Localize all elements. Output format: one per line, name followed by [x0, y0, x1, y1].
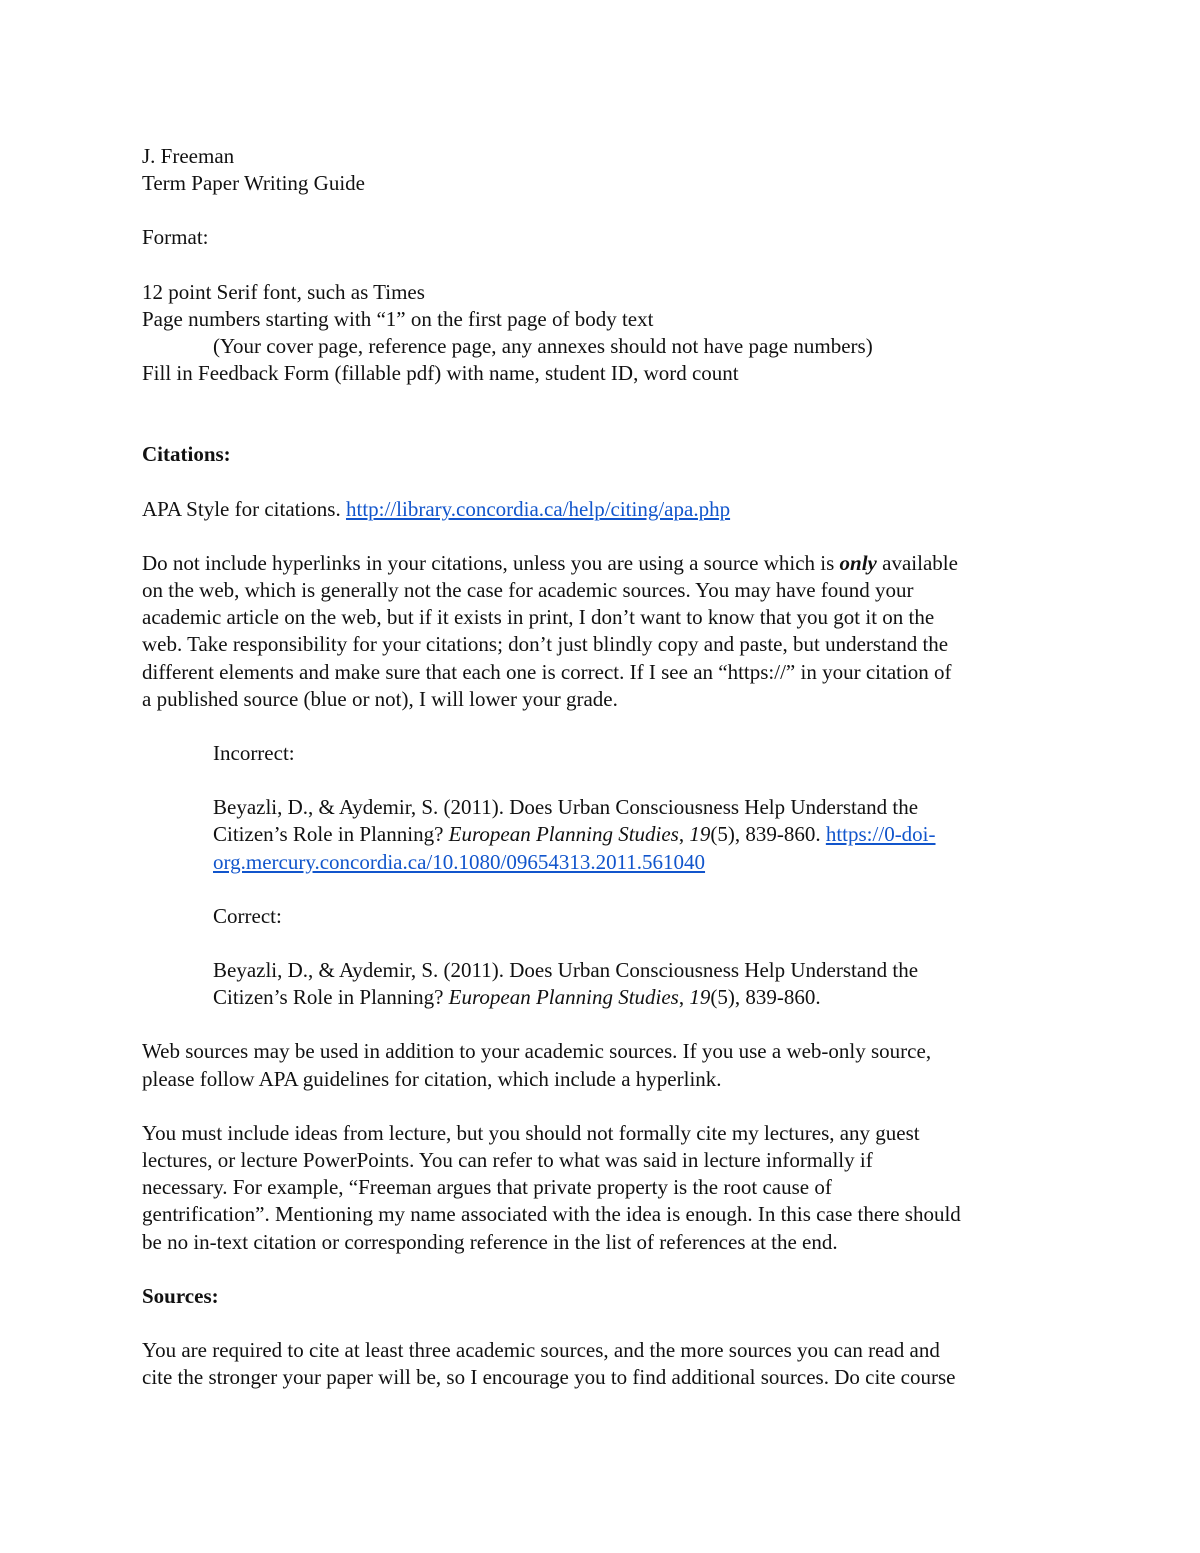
- correct-citation-line-1: Beyazli, D., & Aydemir, S. (2011). Does Urban Consciousness Help Understand the: [213, 958, 919, 983]
- document-title: Term Paper Writing Guide: [142, 171, 365, 196]
- incorrect-citation-line-3: [213, 849, 1067, 876]
- apa-label: APA Style for citations.: [142, 496, 346, 521]
- emphasis-only: only: [839, 550, 877, 575]
- document-page: [142, 143, 1067, 1392]
- apa-guide-link[interactable]: http://library.concordia.ca/help/citing/apa.php: [345, 496, 731, 521]
- lecture-line-5: be no in-text citation or corresponding reference in the list of references at the end.: [142, 1229, 838, 1254]
- correct-separator: ,: [678, 985, 690, 1010]
- format-heading: Format:: [142, 225, 209, 250]
- lecture-paragraph: [142, 1120, 1067, 1256]
- lecture-line-3: necessary. For example, “Freeman argues that private property is the root cause of: [142, 1175, 832, 1200]
- web-line-2: please follow APA guidelines for citation, which include a hyperlink.: [142, 1066, 722, 1091]
- incorrect-separator: ,: [678, 822, 690, 847]
- correct-pages: (5), 839-860.: [710, 985, 821, 1010]
- apa-style-line: [142, 496, 1067, 523]
- incorrect-citation-text: Citizen’s Role in Planning?: [213, 822, 449, 847]
- hyperlink-line-1: [142, 550, 1067, 577]
- lecture-line-1: You must include ideas from lecture, but you should not formally cite my lectures, any guest: [142, 1120, 920, 1145]
- correct-journal: European Planning Studies: [448, 985, 679, 1010]
- incorrect-citation-line-2: [213, 821, 1067, 848]
- correct-citation-line-2: [213, 984, 1067, 1011]
- correct-volume: 19: [689, 985, 711, 1010]
- web-sources-paragraph: [142, 1038, 1067, 1092]
- correct-citation: [142, 957, 1067, 1011]
- incorrect-citation-line-1: Beyazli, D., & Aydemir, S. (2011). Does Urban Consciousness Help Understand the: [213, 795, 919, 820]
- hyperlink-paragraph: [142, 550, 1067, 713]
- correct-citation-text: Citizen’s Role in Planning?: [213, 985, 449, 1010]
- hyperlink-text-b: available: [876, 550, 958, 575]
- format-font-rule: 12 point Serif font, such as Times: [142, 279, 425, 304]
- sources-paragraph: [142, 1337, 1067, 1391]
- incorrect-label: Incorrect:: [213, 741, 295, 766]
- format-feedback-rule: Fill in Feedback Form (fillable pdf) with name, student ID, word count: [142, 361, 739, 386]
- format-page-numbers-rule: Page numbers starting with “1” on the first page of body text: [142, 306, 654, 331]
- lecture-line-2: lectures, or lecture PowerPoints. You can refer to what was said in lecture informally if: [142, 1148, 873, 1173]
- author-name: J. Freeman: [142, 144, 235, 168]
- hyperlink-line-3: academic article on the web, but if it exists in print, I don’t want to know that you got it on the: [142, 605, 935, 630]
- incorrect-pages: (5), 839-860.: [710, 822, 826, 847]
- sources-line-1: You are required to cite at least three academic sources, and the more sources you can read and: [142, 1338, 940, 1363]
- incorrect-citation: [142, 794, 1067, 876]
- hyperlink-line-6: a published source (blue or not), I will lower your grade.: [142, 686, 618, 711]
- incorrect-doi-link-a[interactable]: https://0-doi-: [825, 822, 936, 847]
- incorrect-volume: 19: [689, 822, 711, 847]
- citations-heading: Citations:: [142, 442, 231, 467]
- hyperlink-line-5: different elements and make sure that each one is correct. If I see an “https://” in your citation of: [142, 659, 952, 684]
- incorrect-doi-link-b[interactable]: org.mercury.concordia.ca/10.1080/09654313.2011.561040: [213, 849, 706, 874]
- lecture-line-4: gentrification”. Mentioning my name associated with the idea is enough. In this case there should: [142, 1202, 961, 1227]
- incorrect-journal: European Planning Studies: [448, 822, 679, 847]
- correct-label: Correct:: [213, 903, 282, 928]
- sources-heading: Sources:: [142, 1283, 219, 1308]
- web-line-1: Web sources may be used in addition to your academic sources. If you use a web-only source,: [142, 1039, 932, 1064]
- sources-line-2: cite the stronger your paper will be, so I encourage you to find additional sources. Do cite course: [142, 1365, 956, 1390]
- format-page-numbers-note: (Your cover page, reference page, any annexes should not have page numbers): [213, 334, 873, 359]
- hyperlink-line-2: on the web, which is generally not the case for academic sources. You may have found your: [142, 578, 914, 603]
- hyperlink-line-4: web. Take responsibility for your citations; don’t just blindly copy and paste, but understand the: [142, 632, 949, 657]
- hyperlink-text-a: Do not include hyperlinks in your citations, unless you are using a source which is: [142, 550, 840, 575]
